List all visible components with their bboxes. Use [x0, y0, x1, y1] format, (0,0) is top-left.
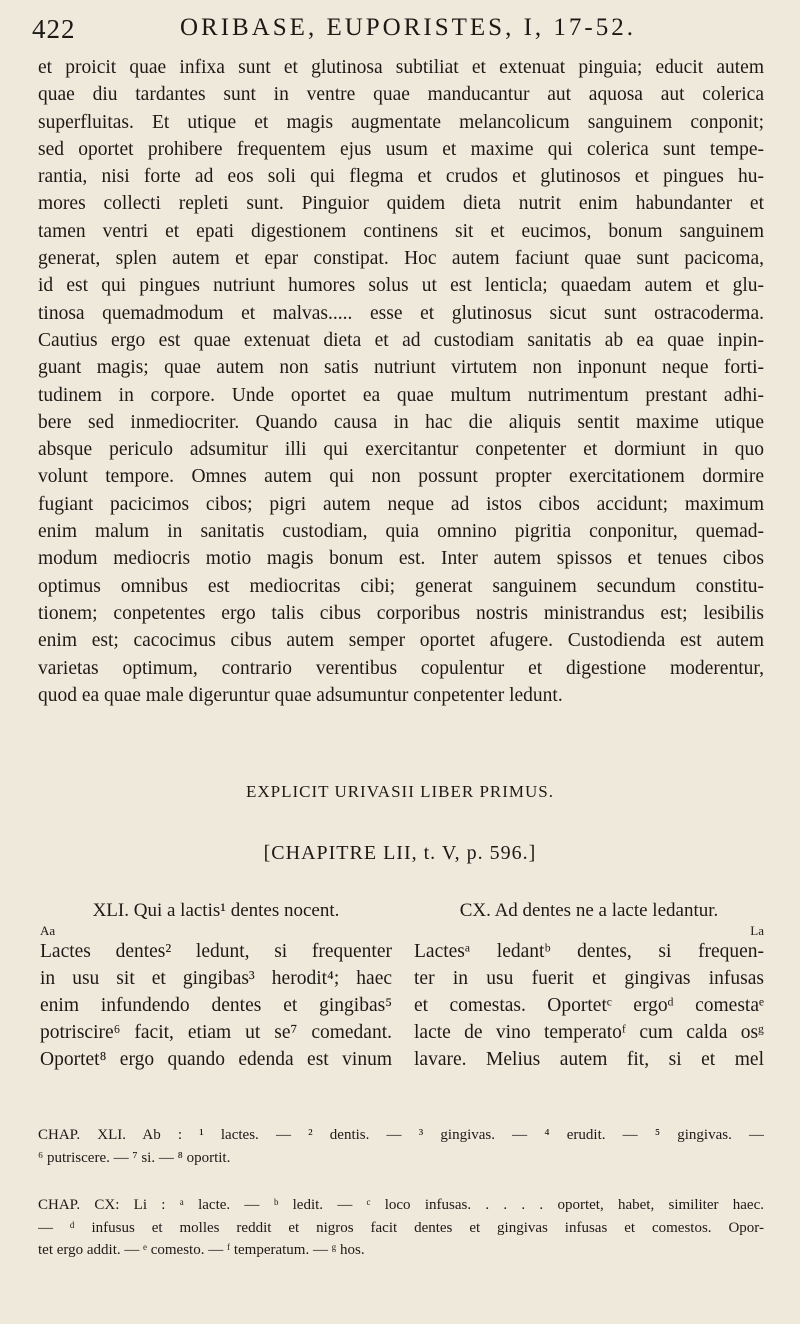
- text-line: tamen ventri et epati digestionem continens sit et eucimos, bonum sanguinem: [38, 220, 764, 242]
- footnotes-chap-xli: [38, 1124, 764, 1169]
- footnote-line: CHAP. CX: Li : ᵃ lacte. — ᵇ ledit. — ᶜ loco infusas. . . . . oportet, habet, similiter haec.: [38, 1197, 764, 1213]
- text-line: modum mediocris motio magis bonum est. Inter autem spissos et tenues cibos: [38, 548, 764, 570]
- text-line: tudinem in corpore. Unde oportet ea quae multum nutrimentum prestant adhi-: [38, 384, 764, 406]
- right-column-line: Lactesᵃ ledantᵇ dentes, si frequen-: [414, 941, 764, 962]
- footnote-line: tet ergo addit. — ᵉ comesto. — ᶠ temperatum. — ᵍ hos.: [38, 1242, 365, 1258]
- text-line: Cautius ergo est quae extenuat dieta et ad custodiam sanitatis ab ea quae inpin-: [38, 329, 764, 351]
- left-column-line: potriscire⁶ facit, etiam ut se⁷ comedant.: [40, 1022, 392, 1043]
- text-line: bere sed inmediocriter. Quando causa in hac die aliquis sentit maxime utique: [38, 411, 764, 433]
- text-line: volunt tempore. Omnes autem qui non possunt propter exercitationem dormire: [38, 466, 764, 488]
- text-line: sed oportet prohibere frequentem ejus usum et maxime qui colerica sunt tempe-: [38, 138, 764, 160]
- text-line: varietas optimum, contrario verentibus copulentur et digestione moderentur,: [38, 657, 764, 679]
- footnote-line: — ᵈ infusus et molles reddit et nigros facit dentes et gingivas infusas et comestos. Opor-: [38, 1219, 764, 1236]
- footnotes-chap-cx: [38, 1194, 764, 1262]
- right-column-line: ter in usu fuerit et gingivas infusas: [414, 968, 764, 989]
- chapitre-reference: [CHAPITRE LII, t. V, p. 596.]: [263, 842, 537, 864]
- text-line: et proicit quae infixa sunt et glutinosa subtiliat et extenuat pinguia; educit autem: [38, 57, 764, 78]
- text-line: enim malum in sanitatis custodiam, quia omnino pigritia conponitur, quemad-: [38, 521, 764, 543]
- left-column-line: Lactes dentes² ledunt, si frequenter: [40, 941, 392, 962]
- running-header: [30, 8, 770, 48]
- text-line: guant magis; quae autem non satis nutriunt virtutem non inponunt neque forti-: [38, 357, 764, 379]
- left-column-siglum: Aa: [40, 923, 56, 938]
- running-title: ORIBASE, EUPORISTES, I, 17-52.: [180, 14, 636, 41]
- right-column-line: et comestas. Oportetᶜ ergoᵈ comestaᵉ: [414, 995, 764, 1016]
- main-text: [38, 54, 764, 709]
- text-line: rantia, nisi forte ad eos soli qui flegma et crudos et glutinosos et pingues hu-: [38, 166, 764, 188]
- text-line: quod ea quae male digeruntur quae adsumuntur conpetenter ledunt.: [38, 684, 563, 706]
- left-column-line: Oportet⁸ ergo quando edenda est vinum: [40, 1049, 392, 1070]
- page-number: 422: [32, 14, 76, 44]
- text-line: quae diu tardantes sunt in ventre quae manducantur aut aquosa aut colerica: [38, 84, 764, 106]
- right-column-line: lavare. Melius autem fit, si et mel: [414, 1049, 764, 1070]
- text-line: id est qui pingues nutriunt humores solus ut est lenticla; quaedam autem et glu-: [38, 275, 764, 297]
- text-line: generat, splen autem et epar constipat. Hoc autem faciunt quae sunt pacicoma,: [38, 248, 764, 270]
- footnote-line: ⁶ putriscere. — ⁷ si. — ⁸ oportit.: [38, 1149, 231, 1166]
- left-column-line: enim infundendo dentes et gingibas⁵: [40, 995, 392, 1016]
- text-line: enim est; cacocimus cibus autem semper oportet afugere. Custodienda est autem: [38, 630, 764, 652]
- text-line: optimus omnibus est mediocritas cibi; generat sanguinem secundum constitu-: [38, 575, 764, 597]
- left-column-line: in usu sit et gingibas³ herodit⁴; haec: [40, 968, 392, 989]
- footnote-line: CHAP. XLI. Ab : ¹ lactes. — ² dentis. — ³ gingivas. — ⁴ erudit. — ⁵ gingivas. —: [38, 1127, 764, 1143]
- right-column-siglum: La: [750, 923, 764, 938]
- text-line: tinosa quemadmodum et malvas..... esse et glutinosus sicut sunt ostracoderma.: [38, 302, 764, 324]
- right-column: [414, 898, 764, 1073]
- right-column-title: CX. Ad dentes ne a lacte ledantur.: [459, 900, 719, 921]
- left-column: [40, 898, 392, 1073]
- text-line: superfluitas. Et utique et magis augmentate melancolicum sanguinem conponit;: [38, 111, 764, 133]
- right-column-line: lacte de vino temperatoᶠ cum calda osᵍ: [414, 1022, 764, 1043]
- text-line: absque periculo adsumitur illi qui exercitantur conpetenter et dormiunt in quo: [38, 439, 764, 461]
- text-line: tionem; conpetentes ergo talis cibus corporibus nostris ministrandus est; lesibilis: [38, 602, 764, 624]
- text-line: mores collecti repleti sunt. Pinguior quidem dieta nutrit enim habundanter et: [38, 193, 764, 215]
- left-column-title: XLI. Qui a lactis¹ dentes nocent.: [92, 900, 340, 921]
- text-line: fugiant pacicimos cibos; pigri autem neque ad istos cibos accidunt; maximum: [38, 493, 764, 515]
- explicit-line: EXPLICIT URIVASII LIBER PRIMUS.: [245, 782, 555, 801]
